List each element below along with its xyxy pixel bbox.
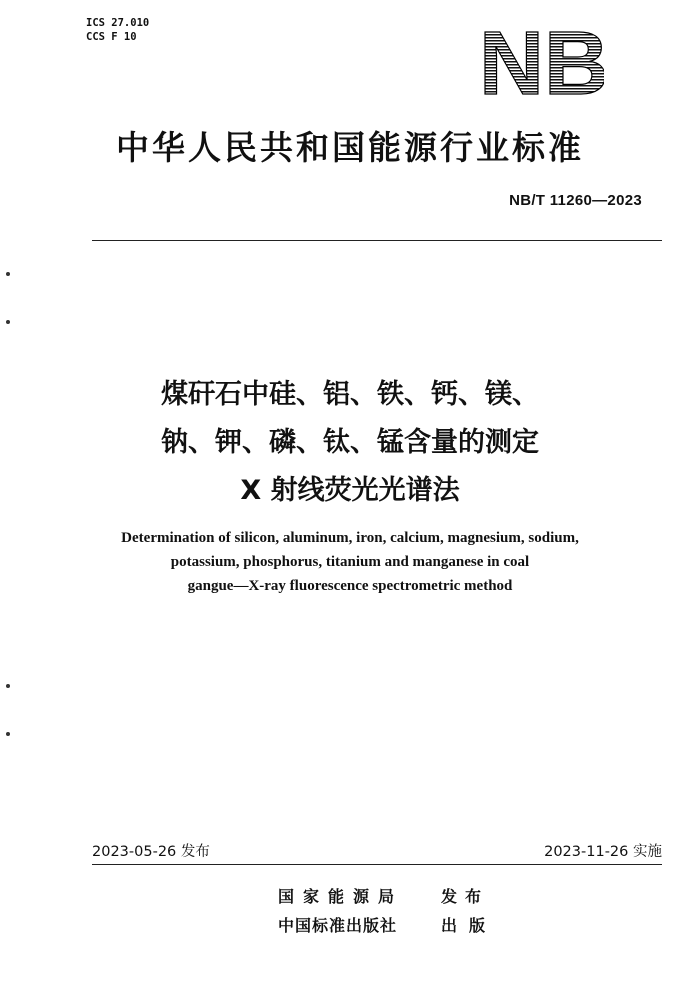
issuer-action: 发布 bbox=[441, 887, 490, 906]
logo-text: NB bbox=[484, 22, 604, 100]
english-title-line-2: potassium, phosphorus, titanium and manganese in coal bbox=[170, 554, 530, 570]
organization-title: 中华人民共和国能源行业标准 bbox=[116, 128, 584, 167]
publisher-action: 出版 bbox=[441, 916, 498, 935]
scan-speck bbox=[6, 320, 10, 324]
classification-codes bbox=[86, 16, 149, 44]
nb-logo bbox=[484, 22, 604, 100]
bottom-divider bbox=[92, 864, 662, 865]
chinese-title-line-1: 煤矸石中硅、铝、铁、钙、镁、 bbox=[161, 379, 539, 410]
english-title-line-3: gangue—X-ray fluorescence spectrometric method bbox=[187, 578, 513, 594]
scan-speck bbox=[6, 272, 10, 276]
issuer-name: 国家能源局 bbox=[278, 887, 404, 906]
chinese-title-line-3: X 射线荧光光谱法 bbox=[240, 475, 460, 506]
publish-date: 2023-05-26 发布 bbox=[92, 844, 210, 860]
english-title-line-1: Determination of silicon, aluminum, iron, calcium, magnesium, sodium, bbox=[121, 530, 579, 546]
ics-code: ICS 27.010 bbox=[86, 17, 150, 29]
chinese-title-line-2: 钠、钾、磷、钛、锰含量的测定 bbox=[161, 427, 539, 458]
scan-speck bbox=[6, 684, 10, 688]
implementation-date: 2023-11-26 实施 bbox=[544, 844, 662, 860]
publisher-name: 中国标准出版社 bbox=[278, 916, 398, 935]
ccs-code: CCS F 10 bbox=[86, 31, 137, 43]
scan-speck bbox=[6, 732, 10, 736]
top-divider bbox=[92, 240, 662, 241]
standard-number: NB/T 11260—2023 bbox=[509, 192, 642, 209]
nb-logo-graphic bbox=[484, 22, 604, 100]
